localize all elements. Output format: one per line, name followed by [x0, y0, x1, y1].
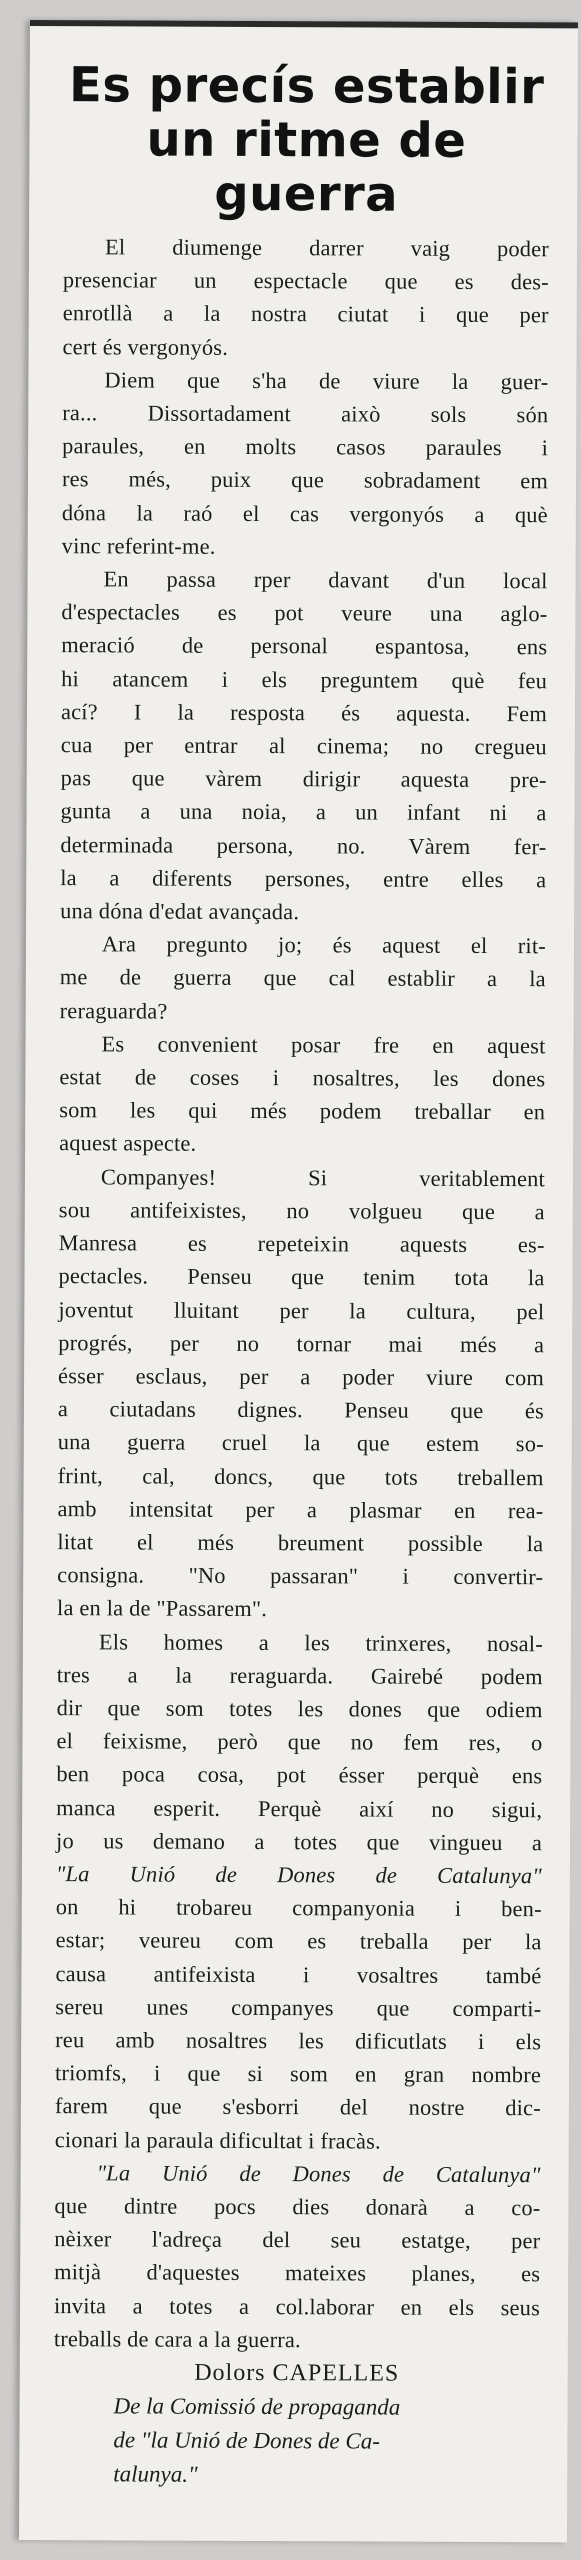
paragraph-line: farem que s'esborri del nostre dic-	[54, 2093, 541, 2121]
article-paragraph	[59, 1027, 546, 1162]
paragraph-line: ra... Dissortadament això sols són	[62, 400, 549, 428]
paragraph-line: a ciutadans dignes. Penseu que és	[57, 1396, 544, 1424]
paragraph-line: estat de coses i nosaltres, les dones	[59, 1064, 546, 1092]
paragraph-line: ben poca cosa, pot ésser perquè ens	[56, 1761, 543, 1789]
paragraph-line: jo us demano a totes que vingueu a	[56, 1827, 543, 1856]
paragraph-line: triomfs, i que si som en gran nombre	[54, 2060, 542, 2088]
signature-org-line: De la Comissió de propaganda	[113, 2393, 401, 2420]
paragraph-line: una dóna d'edat avançada.	[60, 898, 300, 925]
signature-name: Dolors CAPELLES	[194, 2359, 400, 2387]
paragraph-line: Es convenient posar fre en aquest	[101, 1031, 546, 1059]
paragraph-line: tres a la reraguarda. Gairebé podem	[56, 1661, 543, 1689]
article-paragraph	[54, 2156, 541, 2357]
paragraph-line: cua per entrar al cinema; no cregueu	[60, 732, 547, 760]
paragraph-line: causa antifeixista i vosaltres també	[55, 1960, 542, 1988]
top-rule	[30, 20, 578, 28]
paragraph-line: paraules, en molts casos paraules i	[62, 433, 549, 461]
article-paragraph	[57, 1160, 545, 1627]
paragraph-line: la en la de "Passarem".	[57, 1595, 268, 1622]
signature-organization	[53, 2389, 539, 2493]
paragraph-line: sou antifeixistes, no volgueu que a	[58, 1197, 545, 1225]
paragraph-line: treballs de cara a la guerra.	[53, 2325, 301, 2353]
paragraph-line: "La Unió de Dones de Catalunya"	[55, 1861, 542, 1889]
paragraph-line: progrés, per no tornar mai més a	[58, 1329, 545, 1357]
paragraph-line: que dintre pocs dies donarà a co-	[54, 2193, 541, 2221]
paragraph-line: sereu unes companyes que comparti-	[55, 1993, 542, 2022]
article-paragraph	[60, 927, 546, 1029]
paragraph-line: d'espectacles es pot veure una aglo-	[61, 599, 548, 627]
paragraph-line: gunta a una noia, a un infant ni a	[60, 798, 547, 826]
article-paragraph	[63, 230, 550, 365]
paragraph-line: som les qui més podem treballar en	[59, 1097, 546, 1125]
paragraph-line: Diem que s'ha de viure la guer-	[104, 367, 549, 395]
paragraph-line: "La Unió de Dones de Catalunya"	[96, 2160, 541, 2188]
paragraph-line: hi atancem i els preguntem què feu	[61, 665, 548, 693]
newspaper-clipping	[19, 20, 578, 2542]
paragraph-line: Ara pregunto jo; és aquest el rit-	[101, 931, 547, 959]
paragraph-line: reraguarda?	[59, 997, 168, 1024]
paragraph-line: una guerra cruel la que estem so-	[57, 1429, 544, 1457]
article-body	[54, 230, 549, 2357]
paragraph-line: joventut lluitant per la cultura, pel	[58, 1296, 545, 1324]
paragraph-line: me de guerra que cal establir a la	[59, 964, 546, 992]
paragraph-line: cionari la paraula dificultat i fracàs.	[54, 2126, 381, 2154]
paragraph-line: estar; veureu com es treballa per la	[55, 1927, 542, 1955]
paragraph-line: invita a totes a col.laborar en els seus	[53, 2292, 541, 2320]
paragraph-line: amb intensitat per a plasmar en rea-	[57, 1495, 544, 1523]
paragraph-line: determinada persona, no. Vàrem fer-	[60, 831, 547, 859]
paragraph-line: cert és vergonyós.	[62, 333, 229, 360]
paragraph-line: reu amb nosaltres les dificutlats i els	[55, 2027, 542, 2055]
headline-line-2: un ritme de	[146, 111, 467, 169]
paragraph-line: ésser esclaus, per a poder viure com	[58, 1363, 545, 1391]
signature-org-line: de "la Unió de Dones de Ca-	[113, 2427, 380, 2454]
paragraph-line: consigna. "No passaran" i convertir-	[57, 1562, 544, 1590]
signature-org-line: talunya."	[113, 2461, 198, 2487]
paragraph-line: litat el més breument possible la	[57, 1529, 544, 1557]
article-headline	[63, 58, 550, 222]
paragraph-line: dóna la raó el cas vergonyós a què	[61, 499, 548, 527]
article-paragraph	[60, 562, 548, 929]
article-paragraph	[62, 363, 549, 564]
paragraph-line: la a diferents persones, entre elles a	[60, 864, 547, 893]
paragraph-line: frint, cal, doncs, que tots treballem	[57, 1462, 544, 1490]
paragraph-line: Els homes a les trinxeres, nosal-	[98, 1628, 543, 1656]
paragraph-line: dir que som totes les dones que odiem	[56, 1695, 543, 1723]
paragraph-line: pas que vàrem dirigir aquesta pre-	[60, 765, 547, 793]
paragraph-line: el feixisme, però que no fem res, o	[56, 1728, 543, 1756]
paragraph-line: pectacles. Penseu que tenim tota la	[58, 1263, 545, 1291]
paragraph-line: ací? I la resposta és aquesta. Fem	[60, 698, 548, 727]
article-paragraph	[55, 1625, 543, 2158]
paragraph-line: nèixer l'adreça del seu estatge, per	[54, 2226, 541, 2254]
paragraph-line: Companyes! Si veritablement	[100, 1164, 546, 1191]
paragraph-line: res més, puix que sobradament em	[61, 466, 549, 494]
paragraph-line: presenciar un espectacle que es des-	[62, 267, 549, 295]
paragraph-line: vinc referint-me.	[61, 532, 216, 559]
headline-line-3: guerra	[214, 165, 399, 223]
paragraph-line: mitjà d'aquestes mateixes planes, es	[54, 2259, 541, 2287]
paragraph-line: aquest aspecte.	[59, 1130, 197, 1157]
paragraph-line: En passa rper davant d'un local	[103, 566, 548, 594]
paragraph-line: manca esperit. Perquè així no sigui,	[56, 1794, 543, 1822]
paragraph-line: on hi trobareu companyonia i ben-	[55, 1894, 542, 1922]
paragraph-line: meració de personal espantosa, ens	[61, 632, 548, 660]
paragraph-line: enrotllà a la nostra ciutat i que per	[62, 300, 549, 328]
paragraph-line: Manresa es repeteixin aquests es-	[58, 1230, 545, 1258]
paragraph-line: El diumenge darrer vaig poder	[104, 234, 550, 262]
headline-line-1: Es precís establir	[68, 57, 545, 116]
